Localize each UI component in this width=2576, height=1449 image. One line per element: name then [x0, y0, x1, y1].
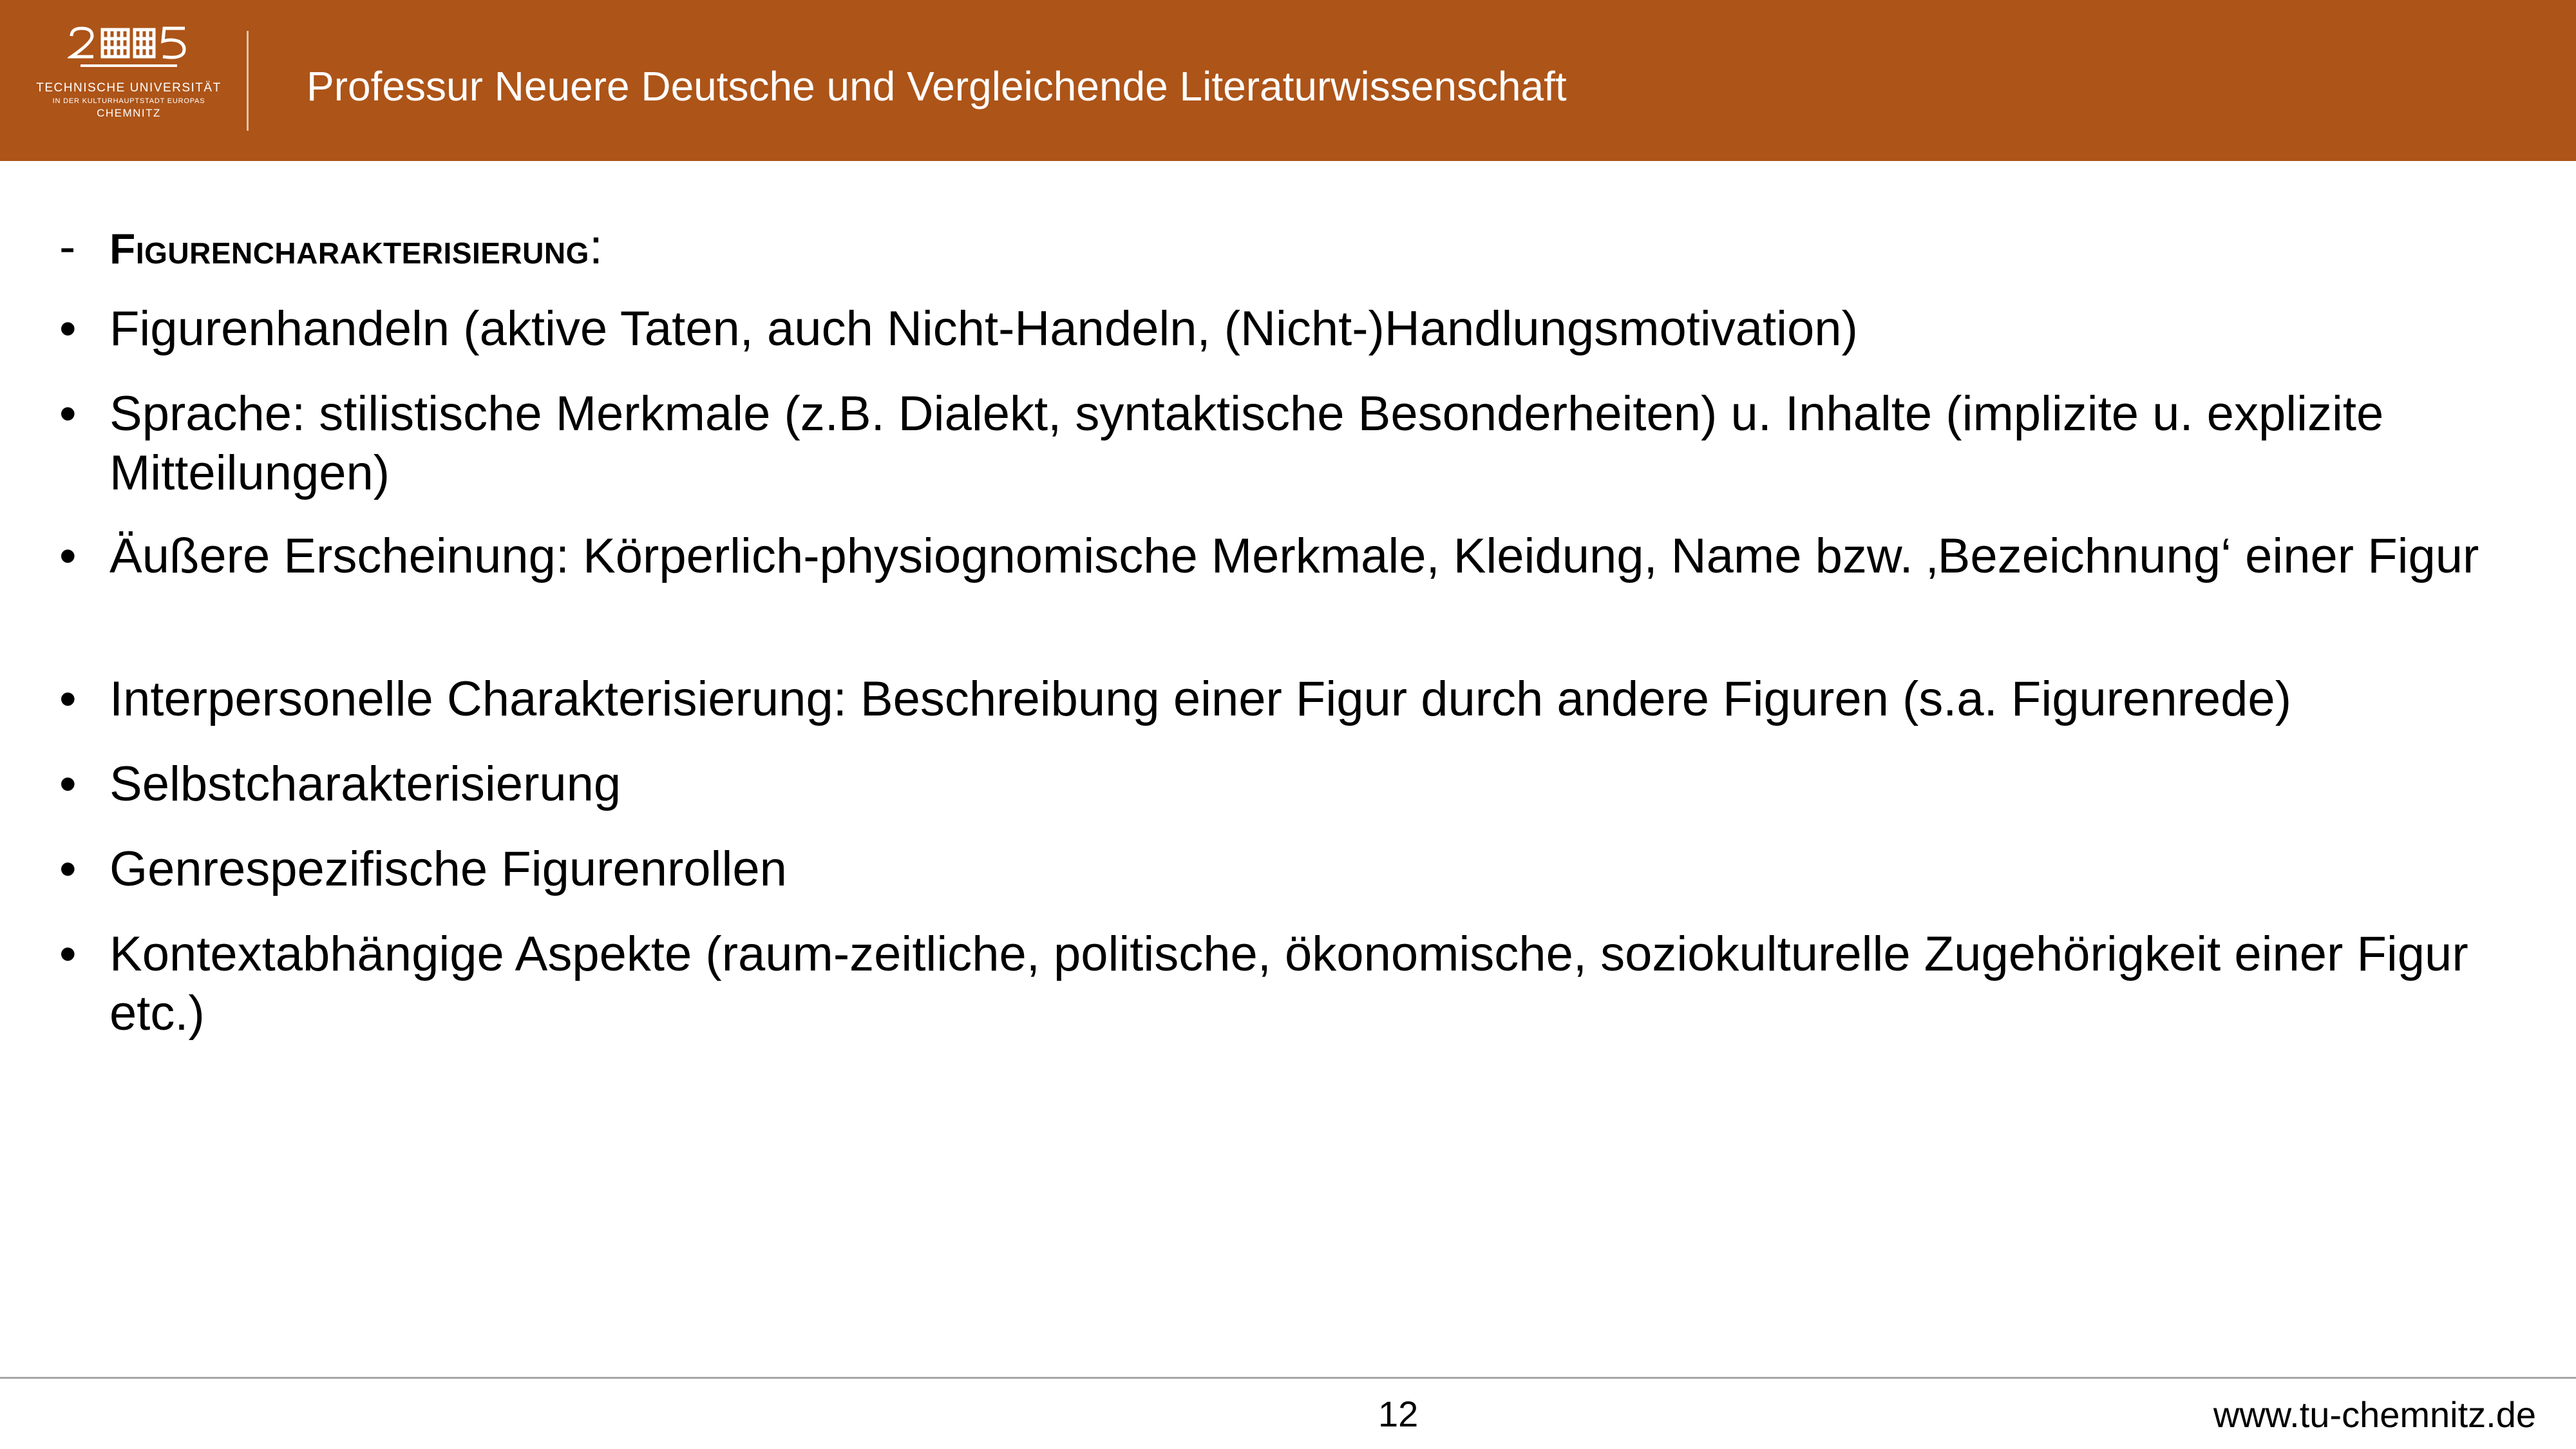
bullet-icon: • — [59, 842, 77, 896]
list-item-text: Äußere Erscheinung: Körperlich-physiognomische Merkmale, Kleidung, Name bzw. ‚Bezeichnung‘ einer Figur — [109, 529, 2479, 583]
list-item-text: Genrespezifische Figurenrollen — [109, 842, 787, 896]
slide-header — [0, 0, 2576, 161]
logo-university-name: TECHNISCHE UNIVERSITÄT — [36, 81, 222, 95]
list-item-text: Interpersonelle Charakterisierung: Beschreibung einer Figur durch andere Figuren (s.a. Figurenrede) — [109, 672, 2292, 726]
bullet-icon: • — [59, 672, 77, 726]
website-url: www.tu-chemnitz.de — [2213, 1394, 2536, 1435]
heading-colon: : — [589, 220, 603, 274]
bullet-icon: • — [59, 757, 77, 811]
chair-title: Professur Neuere Deutsche und Vergleichende Literaturwissenschaft — [307, 63, 1567, 109]
bullet-icon: • — [59, 386, 77, 441]
section-heading — [109, 218, 2531, 278]
heading-label: Figurencharakterisierung — [109, 225, 589, 272]
list-item-text: Selbstcharakterisierung — [109, 757, 621, 811]
page-number: 12 — [1378, 1394, 1419, 1434]
bullet-icon: • — [59, 301, 77, 356]
bullet-icon: • — [59, 927, 77, 981]
header-divider — [247, 31, 249, 131]
heading-dash: - — [59, 220, 76, 274]
list-item-text: Sprache: stilistische Merkmale (z.B. Dialekt, syntaktische Besonderheiten) u. Inhalte (implizite u. explizite Mitteilungen) — [109, 386, 2384, 500]
footer-divider — [0, 1377, 2576, 1379]
university-logo — [35, 26, 222, 138]
logo-tagline: IN DER KULTURHAUPTSTADT EUROPAS — [52, 97, 205, 105]
list-item-text: Kontextabhängige Aspekte (raum-zeitliche, politische, ökonomische, soziokulturelle Zugehörigkeit einer Figur etc.) — [109, 927, 2468, 1041]
tu-chemnitz-logo-icon — [68, 26, 190, 76]
bullet-icon: • — [59, 529, 77, 583]
logo-city: CHEMNITZ — [97, 107, 161, 119]
list-item-text: Figurenhandeln (aktive Taten, auch Nicht-Handeln, (Nicht-)Handlungsmotivation) — [109, 301, 1858, 356]
